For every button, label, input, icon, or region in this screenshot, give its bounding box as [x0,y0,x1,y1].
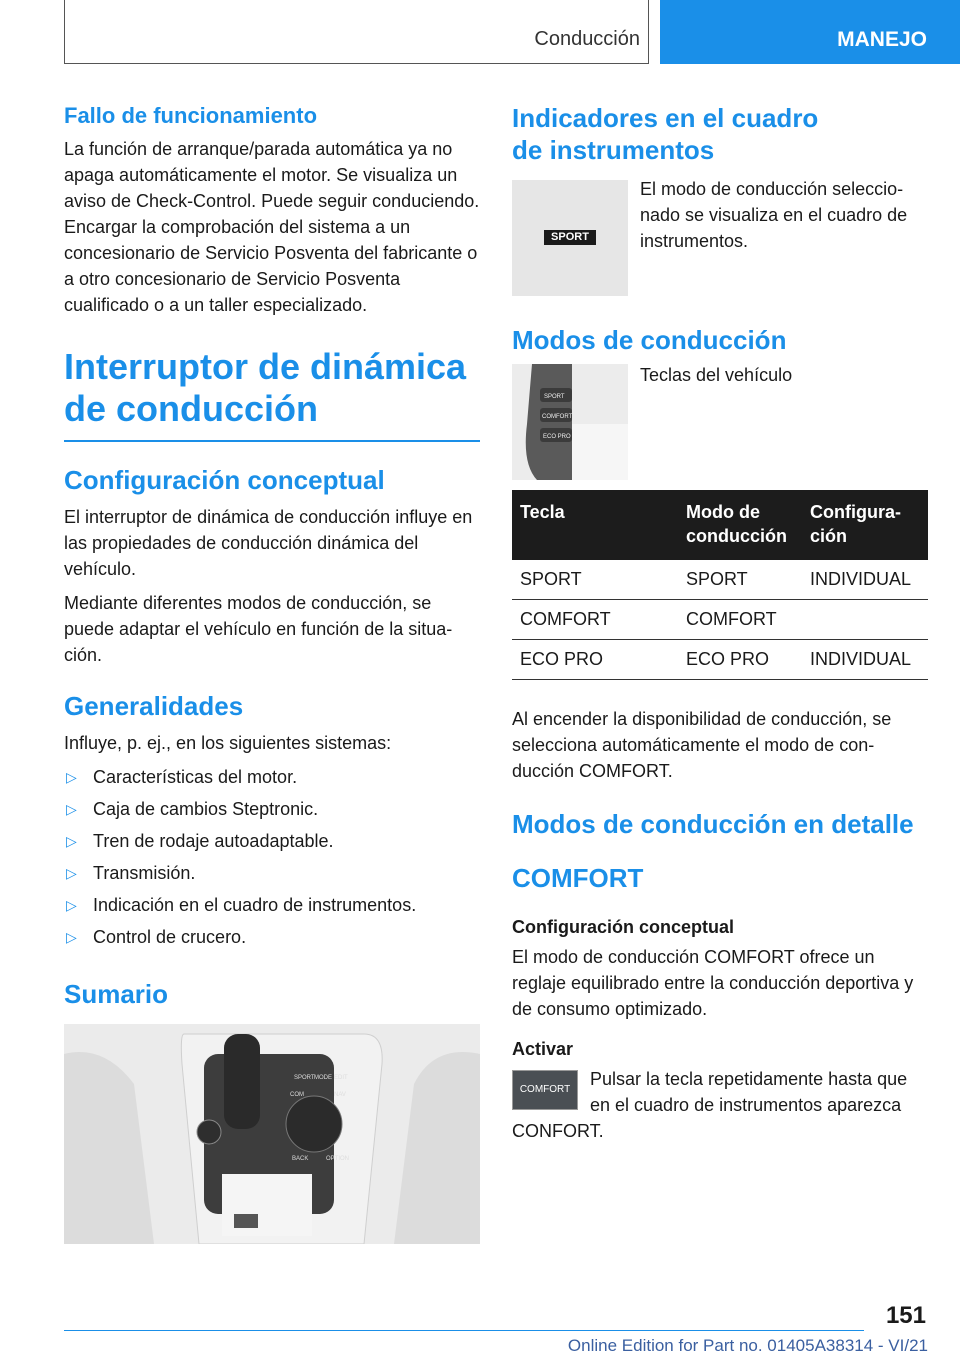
console-label: NAV [334,1091,346,1098]
fallo-heading: Fallo de funcionamiento [64,103,318,128]
list-item: ▷ Indicación en el cuadro de instrumentos. [64,892,480,918]
table-cell: ECO PRO [512,640,678,680]
table-header: Modo de conducción [678,490,802,560]
console-label: BACK [292,1155,309,1162]
table-cell: INDIVIDUAL [802,640,928,680]
left-column [64,102,480,1244]
modes-table [512,490,928,680]
comfort-p1: El modo de conducción COMFORT ofrece un reglaje equilibrado entre la conducción deportiva y de consumo optimizado. [512,947,914,1019]
generalidades-list [64,764,480,950]
table-row [512,560,928,600]
table-row [512,640,928,680]
list-item: ▷ Características del motor. [64,764,480,790]
console-label: MODE [314,1074,332,1081]
triangle-bullet-icon: ▷ [66,896,77,913]
table-cell: INDIVIDUAL [802,560,928,600]
detalle-heading: Modos de conducción en detalle [512,809,914,839]
console-label: COM [290,1091,304,1098]
comfort-p2: Pulsar la tecla repetidamente hasta que en el cuadro de instrumentos aparezca CONFORT. [512,1069,908,1141]
table-cell: ECO PRO [678,640,802,680]
mode-button-label: ECO PRO [543,434,571,440]
modos-heading: Modos de conducción [512,325,787,355]
table-header: Tecla [512,490,678,560]
list-item: ▷ Control de crucero. [64,924,480,950]
instrument-cluster-image [512,180,628,296]
chapter-tab[interactable]: MANEJO [660,0,960,64]
table-header-row [512,490,928,560]
comfort-sub-config: Configuración conceptual [512,917,735,937]
table-cell: SPORT [512,560,678,600]
sport-badge: SPORT [544,230,596,245]
right-column [512,102,928,1152]
list-item: ▷ Transmisión. [64,860,480,886]
footer-rule [64,1330,864,1331]
mode-buttons-illustration [512,364,628,480]
table-cell [802,600,928,640]
indicadores-body: El modo de conducción seleccionado se visualiza en el cuadro de instrumentos. [640,180,908,251]
page-number: 151 [885,1302,926,1329]
interruptor-heading: Interruptor de dinámica de conducción [64,346,467,429]
triangle-bullet-icon: ▷ [66,832,77,849]
table-header: Configuración [802,490,928,560]
triangle-bullet-icon: ▷ [66,864,77,881]
list-item: ▷ Tren de rodaje autoadaptable. [64,828,480,854]
triangle-bullet-icon: ▷ [66,768,77,785]
mode-button-label: SPORT [544,394,565,400]
comfort-key-image: COMFORT [512,1070,578,1110]
section-name: Conducción [534,28,640,50]
modos-caption: Teclas del vehículo [640,365,793,385]
list-item: ▷ Caja de cambios Steptronic. [64,796,480,822]
table-cell: COMFORT [512,600,678,640]
table-row [512,600,928,640]
mode-button-label: COMFORT [542,414,573,420]
mode-buttons-image [512,364,628,480]
console-label: EDIT [334,1074,348,1081]
after-table-text: Al encender la disponibilidad de conducción, se selecciona automáticamente el modo de conducción COMFORT. [512,709,892,781]
triangle-bullet-icon: ▷ [66,800,77,817]
generalidades-intro: Influye, p. ej., en los siguientes sistemas: [64,732,392,753]
table-cell: COMFORT [678,600,802,640]
configuracion-heading: Configuración conceptual [64,464,385,495]
fallo-body: La función de arranque/parada automática ya no apaga automáticamente el motor. Se visualiza un aviso de Check-Control. Puede seguir conduciendo. Encargar la comprobación del sistema a un concesionario de Servicio Posventa del fabricante o a otro concesionario de Servicio Posventa cualificado o a un taller especializado. [64,139,480,315]
configuracion-p2: Mediante diferentes modos de conducción, se puede adaptar el vehículo en función de la situación. [64,592,453,665]
sumario-heading: Sumario [64,978,169,1009]
generalidades-heading: Generalidades [64,690,244,721]
comfort-sub-activar: Activar [512,1039,574,1059]
console-label: OPTION [326,1155,350,1162]
indicadores-heading: Indicadores en el cuadro de instrumentos [512,103,819,165]
center-console-image [64,1024,480,1244]
configuracion-p1: El interruptor de dinámica de conducción influye en las propiedades de conducción dinámica del vehículo. [64,506,473,579]
center-console-illustration [64,1024,480,1244]
edition-footer: Online Edition for Part no. 01405A38314 - VI/21 [567,1336,928,1355]
triangle-bullet-icon: ▷ [66,928,77,945]
comfort-heading: COMFORT [512,863,644,893]
console-label: SPORT [294,1074,315,1081]
table-cell: SPORT [678,560,802,600]
